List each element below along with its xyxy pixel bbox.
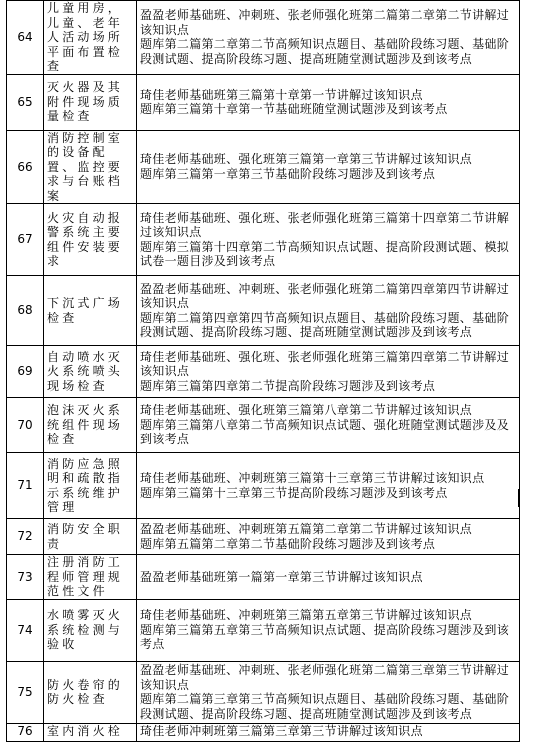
detail-line: 题库第三篇第一章第三节基础阶段练习题涉及到该考点: [140, 166, 436, 181]
detail-line: 题库第三篇第四章第二节提高阶段练习题涉及到该考点: [140, 378, 436, 393]
detail-cell: [137, 276, 520, 346]
row-number: 70: [7, 398, 44, 453]
detail-line: 琦佳老师冲刺班第三篇第三章第三节讲解过该知识点: [140, 723, 423, 738]
row-number: 68: [7, 276, 44, 346]
detail-line: 题库第三篇第十三章第三节提高阶段练习题涉及到该考点: [140, 485, 448, 500]
detail-cell: [137, 1, 520, 75]
table-row: [7, 453, 520, 519]
table-row: [7, 661, 520, 723]
detail-line: 题库第三篇第十章第一节基础班随堂测试题涉及到该考点: [140, 102, 448, 116]
detail-line: 琦佳老师基础班、强化班、张老师强化班第三篇第四章第二节讲解过该知识点: [140, 349, 510, 379]
row-number: 74: [7, 599, 44, 661]
topic-cell: 火灾自动报警系统主要组件安装要求: [44, 204, 137, 276]
topic-cell: 注册消防工程师管理规范性文件: [44, 555, 137, 600]
detail-cell: [137, 204, 520, 276]
detail-cell: [137, 661, 520, 723]
topic-cell: 自动喷水灭火系统喷头现场检查: [44, 346, 137, 398]
detail-cell: [137, 74, 520, 130]
topic-cell: 室内消火栓: [44, 723, 137, 741]
detail-line: 琦佳老师基础班、强化班、张老师强化班第三篇第十四章第二节讲解过该知识点: [140, 210, 510, 239]
detail-cell: [137, 453, 520, 519]
row-number: 67: [7, 204, 44, 276]
detail-line: 琦佳老师基础班第三篇第十章第一节讲解过该知识点: [140, 87, 423, 102]
table-row: [7, 130, 520, 204]
detail-cell: [137, 723, 520, 741]
topic-cell: 消防控制室的设备配置、监控要求与台账档案: [44, 130, 137, 204]
table-row: [7, 276, 520, 346]
detail-line: 盈盈老师基础班、冲刺班第五篇第二章第二节讲解过该知识点: [140, 522, 473, 536]
row-number: 75: [7, 661, 44, 723]
detail-cell: [137, 555, 520, 600]
topic-cell: 防火卷帘的防火检查: [44, 661, 137, 723]
detail-line: 盈盈老师基础班第一篇第一章第三节讲解过该知识点: [140, 569, 423, 584]
topic-cell: 灭火器及其附件现场质量检查: [44, 74, 137, 130]
detail-cell: [137, 398, 520, 453]
detail-line: 题库第二篇第二章第二节高频知识点题目、基础阶段练习题、基础阶段测试题、提高阶段练习题、提高班随堂测试题涉及到该考点: [140, 37, 510, 66]
detail-line: 盈盈老师基础班、冲刺班、张老师强化班第二篇第四章第四节讲解过该知识点: [140, 281, 510, 310]
detail-line: 琦佳老师基础班、强化班第三篇第一章第三节讲解过该知识点: [140, 152, 473, 167]
table-row: [7, 555, 520, 600]
row-number: 72: [7, 519, 44, 555]
detail-line: 琦佳老师基础班、冲刺班第三篇第十三章第三节讲解过该知识点: [140, 471, 485, 485]
detail-line: 题库第三篇第五章第三节高频知识点试题、提高阶段练习题涉及到该考点: [140, 622, 510, 652]
border-fragment: [518, 489, 520, 507]
detail-line: 琦佳老师基础班、强化班第三篇第八章第二节讲解过该知识点: [140, 403, 473, 418]
table-row: [7, 723, 520, 741]
detail-line: 题库第三篇第十四章第二节高频知识点试题、提高阶段测试题、模拟试卷一题目涉及到该考点: [140, 239, 510, 268]
topic-cell: 消防安全职责: [44, 519, 137, 555]
table-row: [7, 398, 520, 453]
row-number: 71: [7, 453, 44, 519]
table-row: [7, 1, 520, 75]
topic-cell: 泡沫灭火系统组件现场检查: [44, 398, 137, 453]
detail-line: 题库第二篇第四章第四节高频知识点题目、基础阶段练习题、基础阶段测试题、提高阶段练习题、提高班随堂测试题涉及到该考点: [140, 310, 510, 339]
topic-cell: 消防应急照明和疏散指示系统维护管理: [44, 453, 137, 519]
detail-line: 题库第二篇第三章第三节高频知识点题目、基础阶段练习题、基础阶段测试题、提高阶段练习题、提高班随堂测试题涉及到该考点: [140, 692, 510, 721]
row-number: 64: [7, 1, 44, 75]
detail-cell: [137, 346, 520, 398]
detail-line: 盈盈老师基础班、冲刺班、张老师强化班第二篇第二章第二节讲解过该知识点: [140, 8, 510, 37]
detail-cell: [137, 599, 520, 661]
knowledge-point-table: [6, 0, 520, 742]
detail-cell: [137, 519, 520, 555]
detail-line: 盈盈老师基础班、冲刺班、张老师强化班第二篇第三章第三节讲解过该知识点: [140, 663, 510, 692]
detail-line: 题库第三篇第八章第二节高频知识点试题、强化班随堂测试题涉及及到该考点: [140, 417, 510, 447]
detail-line: 题库第五篇第二章第二节基础阶段练习题涉及到该考点: [140, 536, 436, 551]
table-row: [7, 346, 520, 398]
table-row: [7, 74, 520, 130]
table-row: [7, 204, 520, 276]
topic-cell: 水喷雾灭火系统检测与验收: [44, 599, 137, 661]
row-number: 69: [7, 346, 44, 398]
row-number: 66: [7, 130, 44, 204]
row-number: 73: [7, 555, 44, 600]
row-number: 65: [7, 74, 44, 130]
topic-cell: 下沉式广场检查: [44, 276, 137, 346]
detail-line: 琦佳老师基础班、冲刺班第三篇第五章第三节讲解过该知识点: [140, 608, 473, 623]
topic-cell: 儿童用房，儿童、老年人活动场所平面布置检查: [44, 1, 137, 75]
table-row: [7, 519, 520, 555]
detail-cell: [137, 130, 520, 204]
table-row: [7, 599, 520, 661]
row-number: 76: [7, 723, 44, 741]
